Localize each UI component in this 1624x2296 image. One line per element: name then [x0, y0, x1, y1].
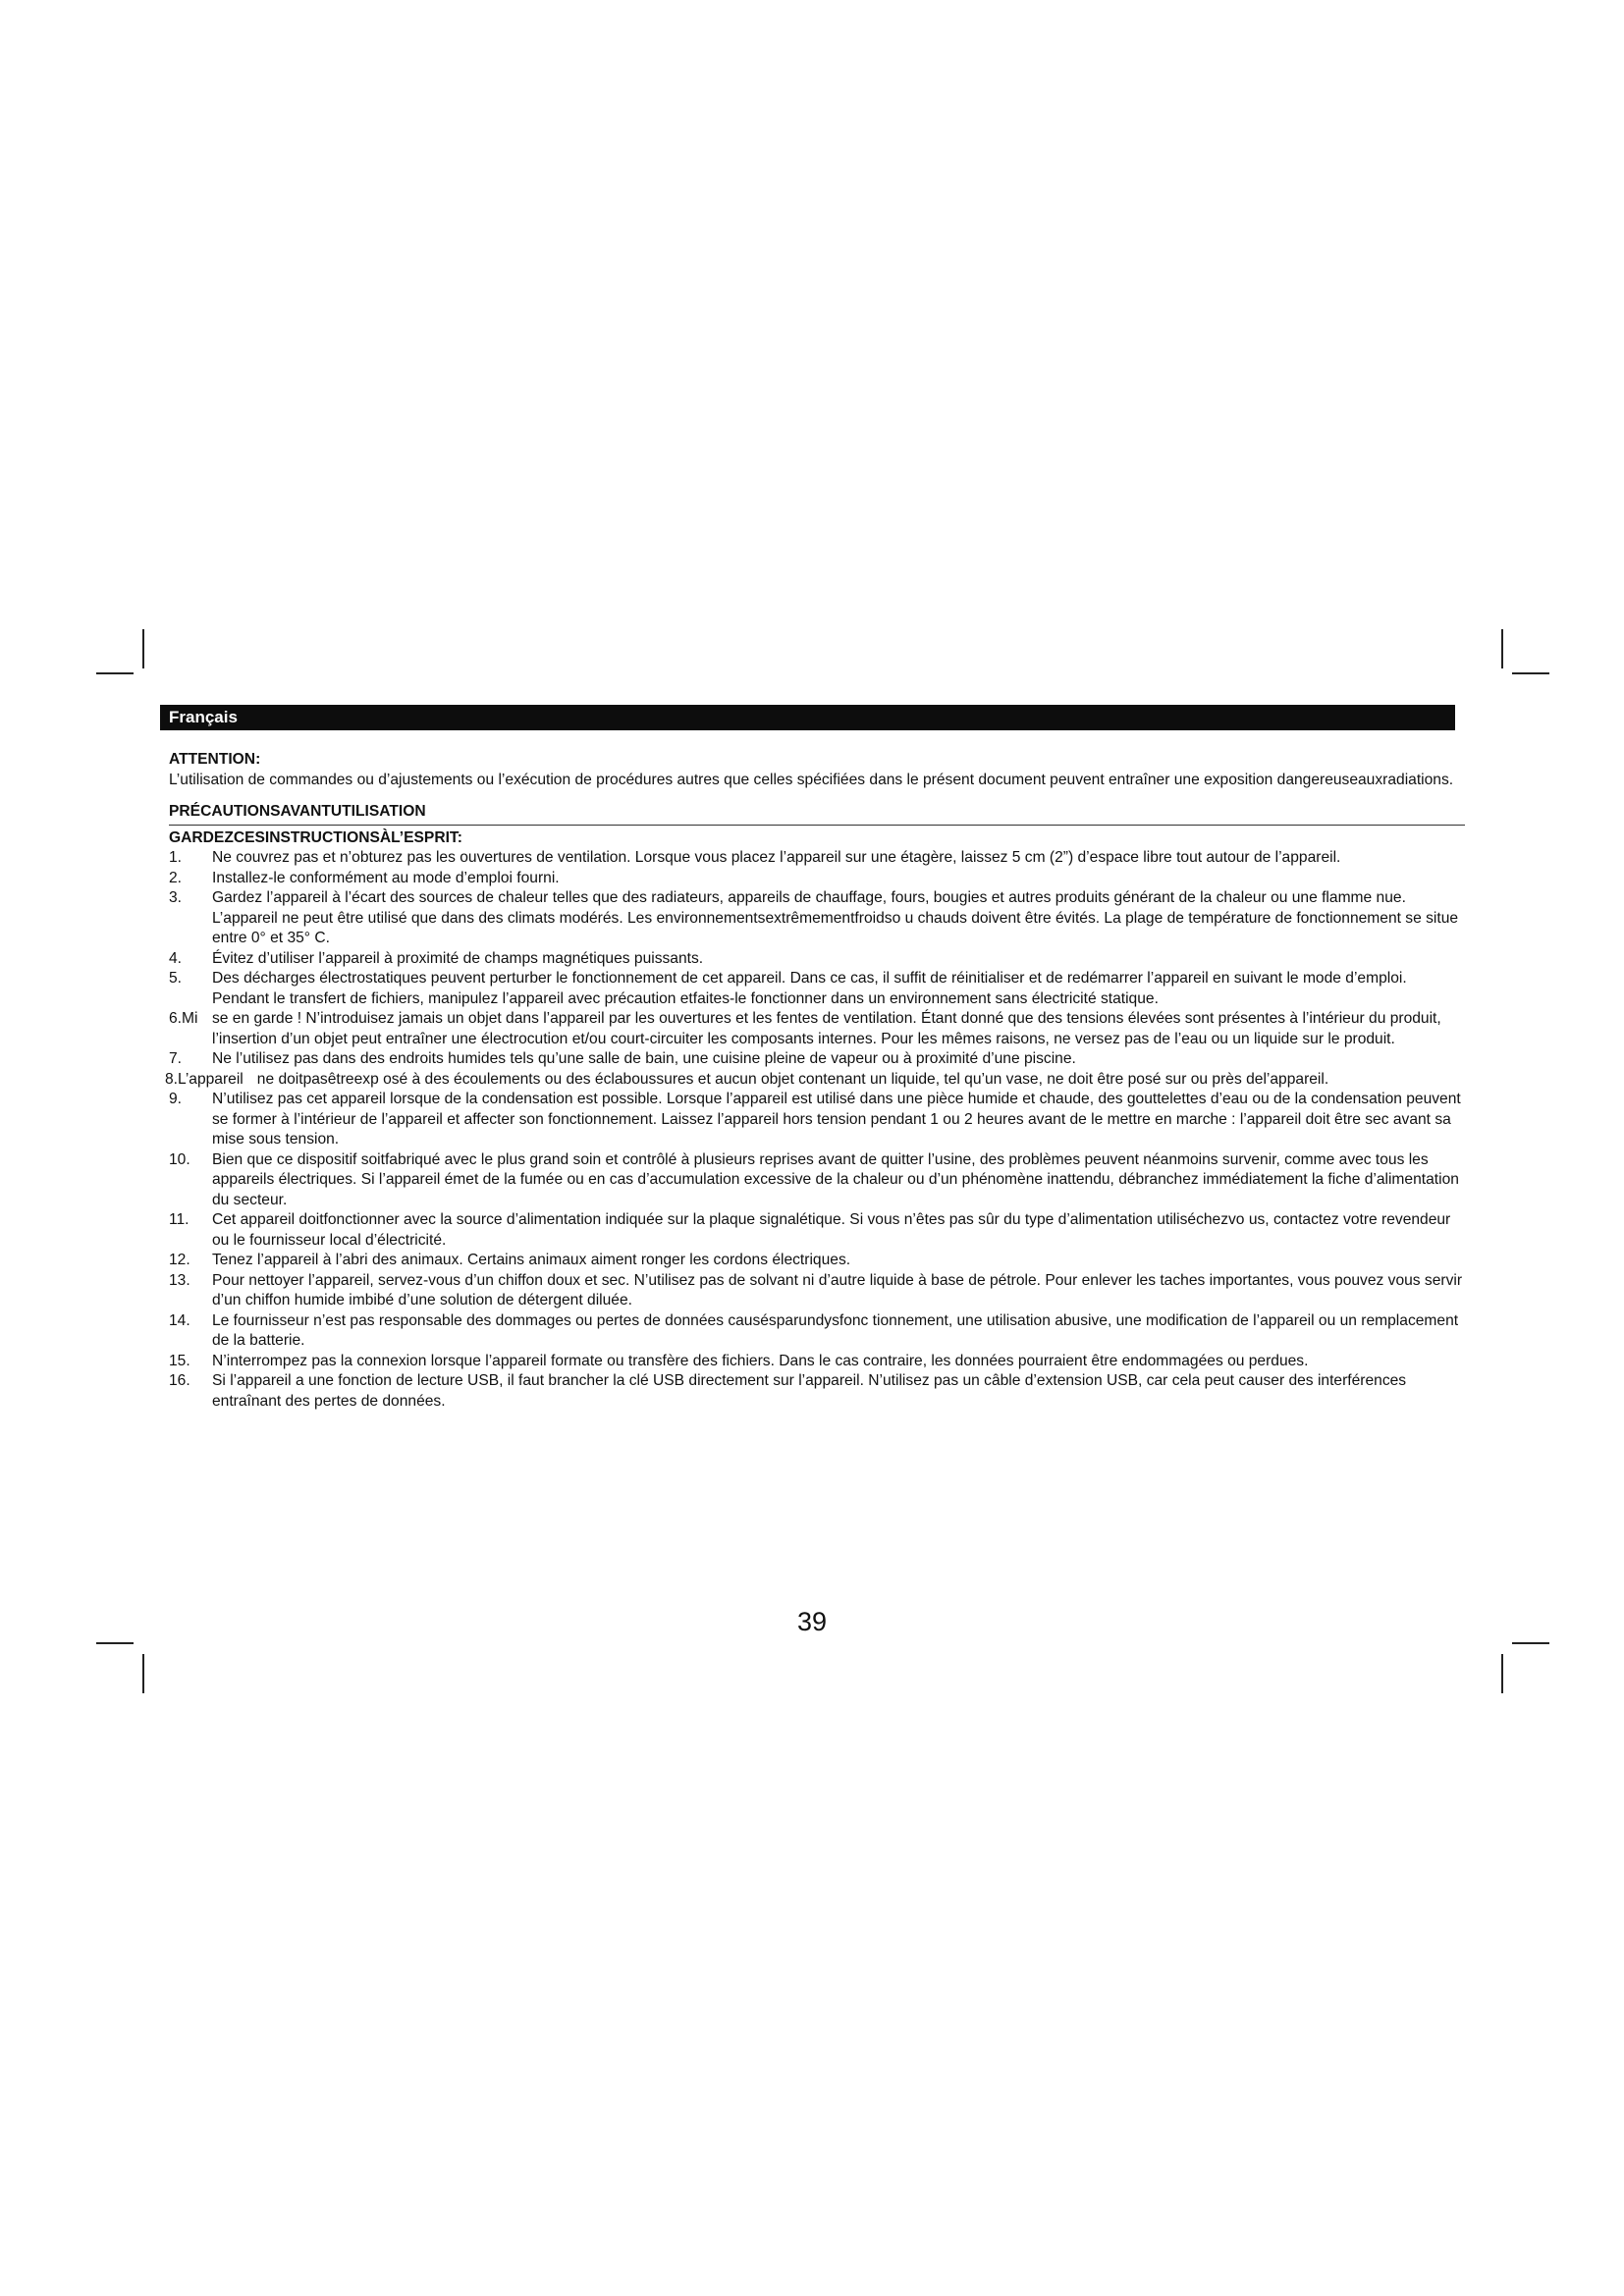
list-item — [169, 1371, 1465, 1412]
list-item — [165, 1070, 1465, 1091]
item-text: Bien que ce dispositif soitfabriqué avec le plus grand soin et contrôlé à plusieurs reprises avant de quitter l’usine, des problèmes peuvent néanmoins survenir, comme avec tous les appareils électriques. Si l’appareil émet de la fumée ou en cas d’accumulation excessive de la chaleur ou d’un phénomène inattendu, débranchez immédiatement la fiche d’alimentation du secteur. — [212, 1150, 1459, 1208]
item-number: 5. — [169, 970, 183, 987]
item-number: 13. — [169, 1271, 190, 1289]
list-item — [169, 888, 1465, 949]
item-number: 4. — [169, 949, 183, 967]
item-text: Ne l’utilisez pas dans des endroits humides tels qu’une salle de bain, une cuisine pleine de vapeur ou à proximité d’une piscine. — [212, 1050, 1076, 1067]
item-number: 8.L’appareil — [165, 1070, 244, 1088]
item-number: 14. — [169, 1311, 190, 1329]
item-number: 3. — [169, 889, 183, 906]
crop-mark-top-right-vertical — [1501, 629, 1503, 668]
crop-mark-top-left-horizontal — [96, 672, 134, 674]
item-text: Gardez l’appareil à l’écart des sources de chaleur telles que des radiateurs, appareils de chauffage, fours, bougies et autres produits générant de la chaleur ou une flamme nue. L’appareil ne peut être utilisé que dans des climats modérés. Les environnementsextrêmementfroidso u chauds doivent être évités. La plage de température de fonctionnement se situe entre 0° et 35° C. — [212, 889, 1459, 946]
list-item — [169, 969, 1465, 1009]
item-text: Installez-le conformément au mode d’emploi fourni. — [212, 869, 560, 886]
crop-mark-top-left-vertical — [142, 629, 144, 668]
item-text: Si l’appareil a une fonction de lecture USB, il faut brancher la clé USB directement sur l’appareil. N’utilisez pas un câble d’extension USB, car cela peut causer des interférences entraînant des pertes de données. — [212, 1372, 1407, 1410]
item-number: 9. — [169, 1091, 183, 1107]
item-number: 16. — [169, 1372, 190, 1389]
precautions-title: PRÉCAUTIONSAVANTUTILISATION — [169, 802, 1465, 826]
crop-mark-bottom-right-vertical — [1501, 1654, 1503, 1693]
item-text: Évitez d’utiliser l’appareil à proximité de champs magnétiques puissants. — [212, 949, 704, 967]
precautions-subtitle: GARDEZCESINSTRUCTIONSÀL’ESPRIT: — [169, 828, 462, 846]
list-item — [169, 848, 1465, 869]
item-text: Tenez l’appareil à l’abri des animaux. Certains animaux aiment ronger les cordons électriques. — [212, 1252, 851, 1268]
attention-text: L’utilisation de commandes ou d’ajustements ou l’exécution de procédures autres que celles spécifiées dans le présent document peuvent entraîner une exposition dangereuseauxradiations. — [169, 771, 1454, 788]
crop-mark-top-right-horizontal — [1512, 672, 1549, 674]
crop-mark-bottom-right-horizontal — [1512, 1642, 1549, 1644]
item-text: N’interrompez pas la connexion lorsque l’appareil formate ou transfère des fichiers. Dans le cas contraire, les données pourraient être endommagées ou perdues. — [212, 1352, 1309, 1369]
crop-mark-bottom-left-vertical — [142, 1654, 144, 1693]
item-text: se en garde ! N’introduisez jamais un objet dans l’appareil par les ouvertures et les fentes de ventilation. Étant donné que des tensions élevées sont présentes à l’intérieur du produit, l’insertion d’un objet peut entraîner une électrocution et/ou court-circuiter les composants internes. Pour les mêmes raisons, ne versez pas de l’eau ou un liquide sur le produit. — [212, 1010, 1441, 1047]
list-item — [169, 869, 1465, 889]
section-language-bar — [160, 705, 1455, 730]
list-item — [169, 1251, 1465, 1271]
item-text: Le fournisseur n’est pas responsable des dommages ou pertes de données causésparundysfonc tionnement, une utilisation abusive, une modification de l’appareil ou un remplacement de la batterie. — [212, 1311, 1459, 1349]
item-text: ne doitpasêtreexp osé à des écoulements ou des éclaboussures et aucun objet contenant un liquide, tel qu’un vase, ne doit être posé sur ou près del’appareil. — [256, 1070, 1329, 1088]
item-text: Ne couvrez pas et n’obturez pas les ouvertures de ventilation. Lorsque vous placez l’appareil sur une étagère, laissez 5 cm (2”) d’espace libre tout autour de l’appareil. — [212, 849, 1341, 866]
document-body — [165, 750, 1465, 1412]
list-item — [169, 1210, 1465, 1251]
item-number: 6.Mi — [169, 1010, 198, 1027]
list-item — [169, 1311, 1465, 1352]
list-item — [169, 1090, 1465, 1150]
item-number: 1. — [169, 849, 183, 866]
item-text: N’utilisez pas cet appareil lorsque de la condensation est possible. Lorsque l’appareil est utilisé dans une pièce humide et chaude, des gouttelettes d’eau ou de la condensation peuvent se former à l’intérieur de l’appareil et affecter son fonctionnement. Laissez l’appareil hors tension pendant 1 ou 2 heures avant de le mettre en marche : l’appareil doit être sec avant sa mise sous tension. — [212, 1091, 1461, 1148]
list-item — [169, 1271, 1465, 1311]
item-number: 11. — [169, 1211, 189, 1228]
section-language-label: Français — [169, 708, 238, 726]
item-number: 10. — [169, 1150, 190, 1168]
list-item — [169, 1009, 1465, 1049]
item-number: 7. — [169, 1050, 183, 1067]
list-item — [169, 1049, 1465, 1070]
item-text: Pour nettoyer l’appareil, servez-vous d’un chiffon doux et sec. N’utilisez pas de solvant ni d’autre liquide à base de pétrole. Pour enlever les taches importantes, vous pouvez vous servir d’un chiffon humide imbibé d’une solution de détergent diluée. — [212, 1271, 1463, 1308]
list-item — [169, 949, 1465, 970]
item-number: 2. — [169, 869, 183, 886]
item-number: 12. — [169, 1252, 190, 1268]
item-text: Cet appareil doitfonctionner avec la source d’alimentation indiquée sur la plaque signalétique. Si vous n’êtes pas sûr du type d’alimentation utiliséchezvo us, contactez votre revendeur ou le fournisseur local d’électricité. — [212, 1211, 1451, 1249]
list-item — [169, 1352, 1465, 1372]
list-item — [169, 1150, 1465, 1211]
item-number: 15. — [169, 1352, 190, 1369]
crop-mark-bottom-left-horizontal — [96, 1642, 134, 1644]
page-number: 39 — [796, 1607, 828, 1636]
precautions-list — [165, 848, 1465, 1412]
attention-heading: ATTENTION: — [169, 751, 261, 768]
item-text: Des décharges électrostatiques peuvent perturber le fonctionnement de cet appareil. Dans ce cas, il suffit de réinitialiser et de redémarrer l’appareil en suivant le mode d’emploi. Pendant le transfert de fichiers, manipulez l’appareil avec précaution etfaites-le fonctionner dans un environnement sans électricité statique. — [212, 970, 1407, 1007]
